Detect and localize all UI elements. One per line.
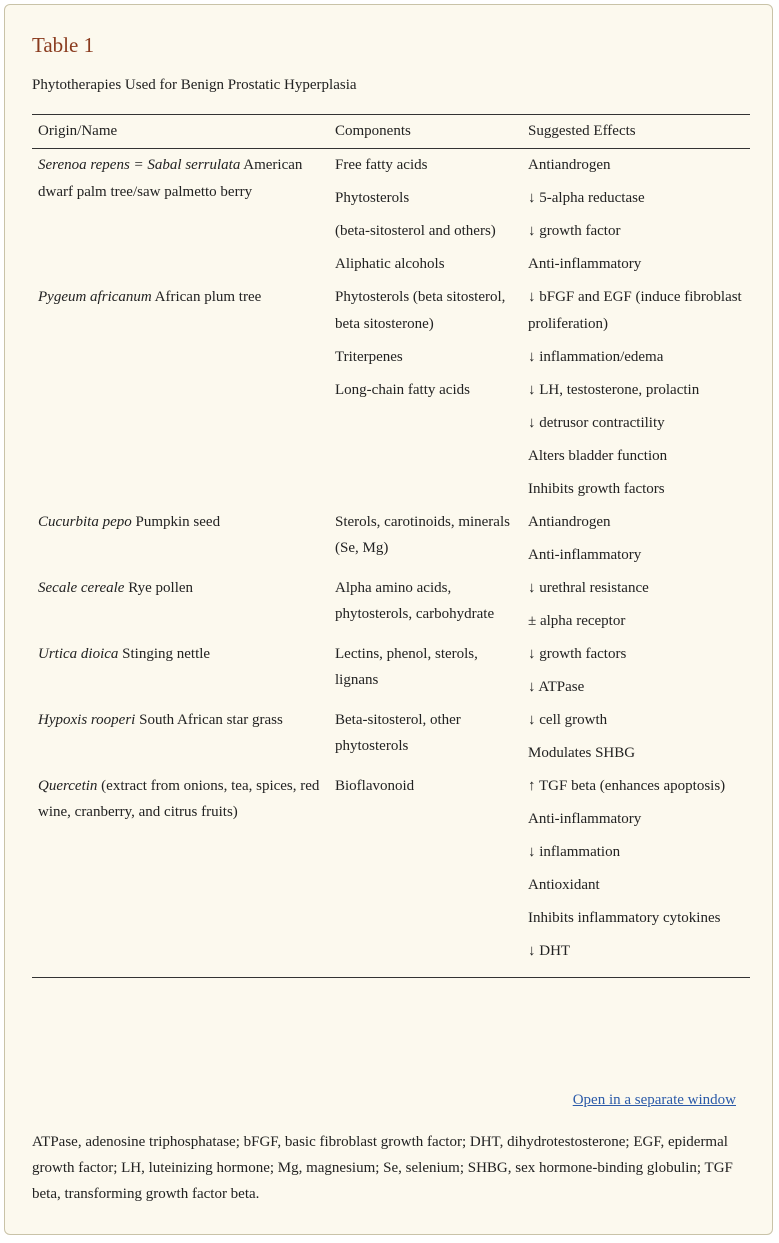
origin-cell [32,773,329,978]
component-item: Alpha amino acids, phytosterols, carbohydrate [335,579,495,622]
effects-cell [522,641,750,707]
effect-item: ↓ LH, testosterone, prolactin [528,381,700,398]
table-row [32,641,750,707]
effect-item: Anti-inflammatory [528,256,642,272]
effect-item: ↑ TGF beta (enhances apoptosis) [528,777,726,794]
table-body [32,149,750,978]
open-separate-window-link[interactable]: Open in a separate window [572,1092,736,1108]
origin-latin-name: Secale cereale [38,579,125,596]
effect-item: Anti-inflammatory [528,546,642,563]
table-footnote: ATPase, adenosine triphosphatase; bFGF, basic fibroblast growth factor; DHT, dihydrotestosterone; EGF, epidermal growth factor; LH, luteinizing hormone; Mg, magnesium; Se, selenium; SHBG, sex hormone-binding globulin; TGF beta, transforming growth factor beta. [32,1134,733,1202]
component-item: Phytosterols [335,190,410,206]
effect-item: Inhibits inflammatory cytokines [528,909,721,926]
header-components: Components [335,123,411,139]
effect-item: ↓ DHT [528,942,571,959]
components-cell [329,773,522,978]
table-row [32,509,750,575]
effects-cell [522,773,750,978]
effect-item: ↓ growth factor [528,223,621,239]
table-row [32,149,750,285]
component-item: Beta-sitosterol, other phytosterols [335,711,461,754]
origin-common-name: Rye pollen [124,579,194,596]
component-item: (beta-sitosterol and others) [335,223,496,239]
effect-item: ↓ urethral resistance [528,579,649,596]
component-item: Long-chain fatty acids [335,381,470,398]
effect-item: ↓ bFGF and EGF (induce fibroblast proliferation) [528,289,742,332]
components-cell [329,575,522,641]
effect-item: ↓ cell growth [528,711,608,728]
header-origin: Origin/Name [38,123,118,139]
effects-cell [522,149,750,285]
origin-latin-name: Hypoxis rooperi [38,711,136,728]
component-item: Sterols, carotinoids, minerals (Se, Mg) [335,513,510,556]
origin-cell [32,284,329,509]
origin-common-name: (extract from onions, tea, spices, red wine, cranberry, and citrus fruits) [38,777,320,820]
effect-item: Modulates SHBG [528,744,636,761]
origin-latin-name: Pygeum africanum [38,289,152,305]
effects-cell [522,707,750,773]
phytotherapy-table [32,114,750,978]
components-cell [329,149,522,285]
origin-common-name: Stinging nettle [118,645,211,662]
component-item: Triterpenes [335,348,403,365]
table-title: Table 1 [32,33,95,57]
table-row [32,707,750,773]
origin-cell [32,509,329,575]
effect-item: Antiandrogen [528,157,611,173]
origin-latin-name: Serenoa repens = Sabal serrulata [38,157,241,173]
effect-item: ↓ inflammation [528,843,621,860]
origin-common-name: South African star grass [135,711,283,728]
components-cell [329,509,522,575]
table-subtitle: Phytotherapies Used for Benign Prostatic Hyperplasia [32,77,357,93]
component-item: Aliphatic alcohols [335,256,445,272]
component-item: Free fatty acids [335,157,428,173]
component-item: Lectins, phenol, sterols, lignans [335,645,478,688]
origin-cell [32,149,329,285]
effect-item: Inhibits growth factors [528,480,665,497]
component-item: Phytosterols (beta sitosterol, beta sitosterone) [335,289,506,332]
origin-common-name: African plum tree [151,289,262,305]
origin-cell [32,575,329,641]
origin-latin-name: Quercetin [38,777,98,794]
table-wrapper [32,114,750,978]
table-header-row [32,115,750,149]
effect-item: ↓ ATPase [528,678,585,695]
effect-item: ± alpha receptor [528,612,626,629]
effect-item: Antioxidant [528,876,600,893]
table-row [32,284,750,509]
effects-cell [522,509,750,575]
components-cell [329,707,522,773]
effect-item: ↓ detrusor contractility [528,414,665,431]
origin-cell [32,707,329,773]
effects-cell [522,284,750,509]
components-cell [329,641,522,707]
table-row [32,773,750,978]
origin-cell [32,641,329,707]
component-item: Bioflavonoid [335,777,415,794]
components-cell [329,284,522,509]
origin-latin-name: Cucurbita pepo [38,513,132,530]
effect-item: ↓ 5-alpha reductase [528,190,645,206]
effect-item: Alters bladder function [528,447,668,464]
table-row [32,575,750,641]
origin-latin-name: Urtica dioica [38,645,119,662]
effect-item: ↓ inflammation/edema [528,348,664,365]
table-panel [4,4,773,1235]
effect-item: Anti-inflammatory [528,810,642,827]
header-effects: Suggested Effects [528,123,636,139]
effects-cell [522,575,750,641]
effect-item: ↓ growth factors [528,645,627,662]
origin-common-name: Pumpkin seed [131,513,221,530]
effect-item: Antiandrogen [528,513,611,530]
origin-common-name: American dwarf palm tree/saw palmetto berry [38,157,303,200]
